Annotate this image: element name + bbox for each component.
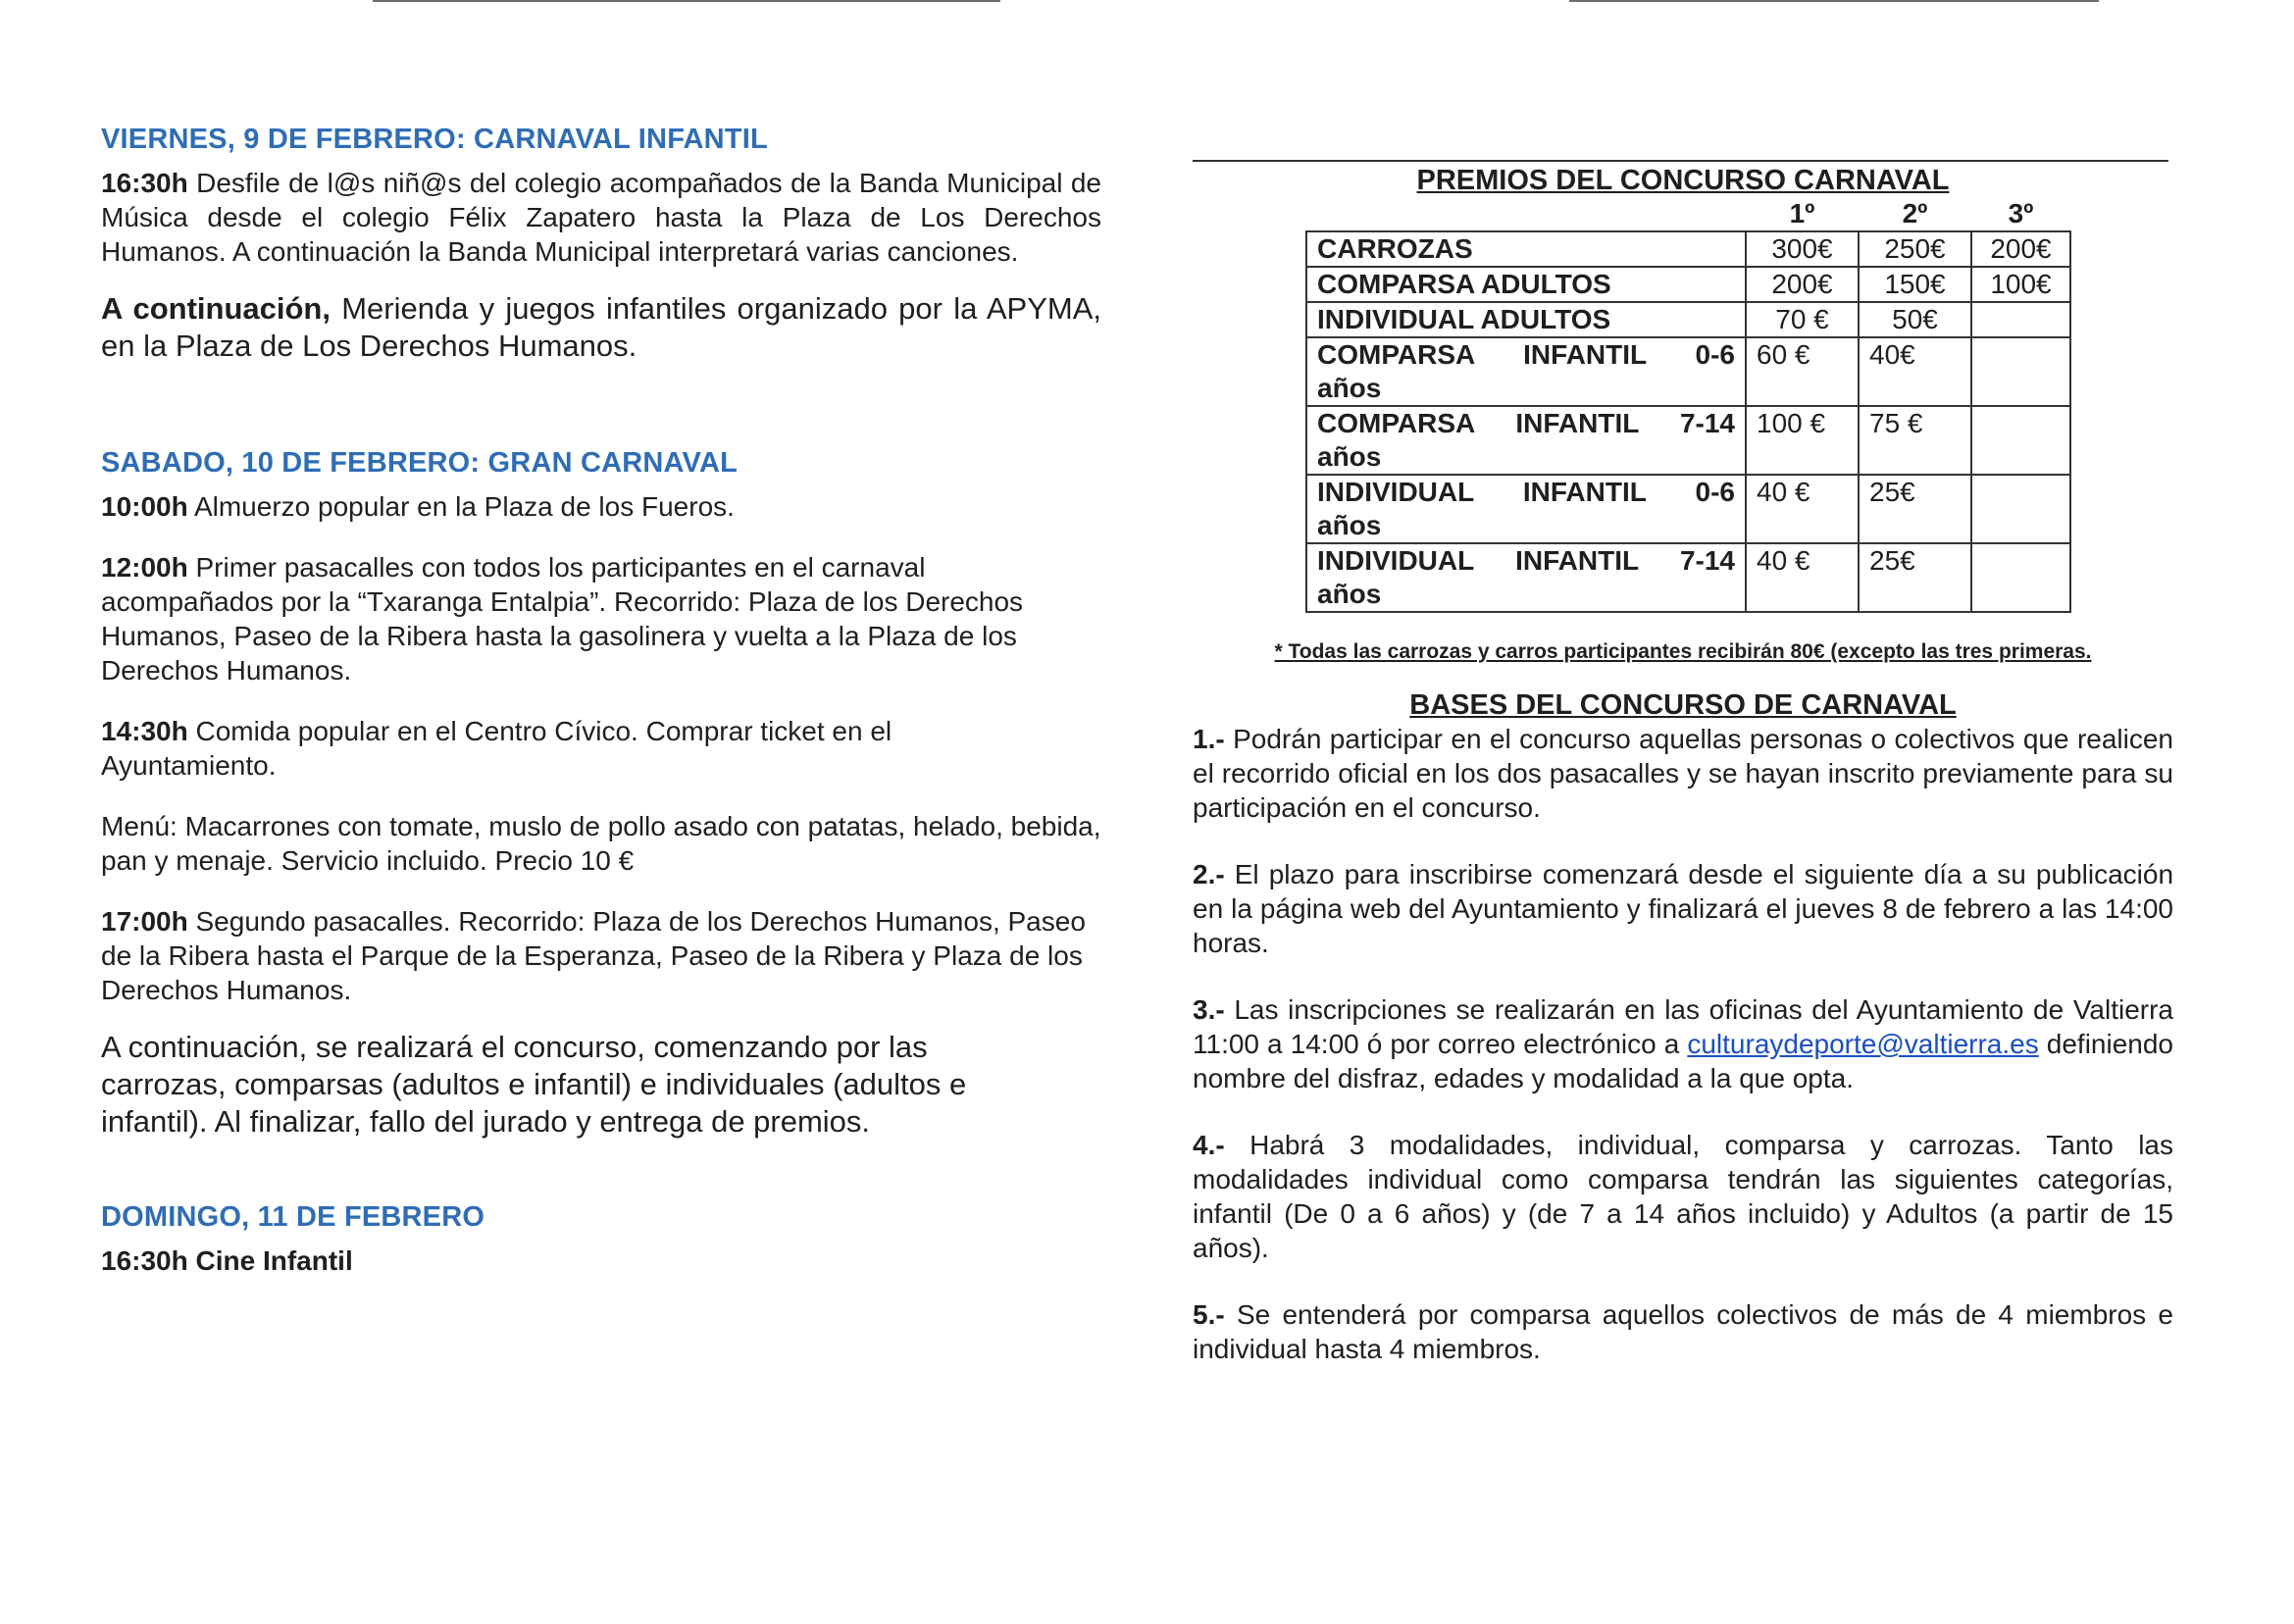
- saturday-item-1: 10:00h Almuerzo popular en la Plaza de los Fueros.: [101, 491, 735, 522]
- prizes-note: * Todas las carrozas y carros participantes recibirán 80€ (excepto las tres primeras.: [1274, 640, 2092, 663]
- contest-column: [1193, 160, 2173, 1366]
- table-row: COMPARSA INFANTIL 7-14 años 100 € 75 €: [1306, 406, 2070, 475]
- friday-heading: VIERNES, 9 DE FEBRERO: CARNAVAL INFANTIL: [101, 124, 768, 155]
- table-row: CARROZAS 300€ 250€ 200€: [1306, 231, 2070, 267]
- saturday-item-4: 17:00h Segundo pasacalles. Recorrido: Plaza de los Derechos Humanos, Paseo de la Ribera hasta el Parque de la Esperanza, Paseo de la Ribera y Plaza de los Derechos Humanos.: [101, 906, 1086, 1005]
- header-first: 1º: [1789, 198, 1815, 228]
- table-row: INDIVIDUAL INFANTIL 0-6 años 40 € 25€: [1306, 475, 2070, 543]
- prizes-header-row: [1306, 197, 2070, 231]
- sunday-heading: DOMINGO, 11 DE FEBRERO: [101, 1201, 485, 1233]
- friday-item-1: 16:30h Desfile de l@s niñ@s del colegio acompañados de la Banda Municipal de Música desde el colegio Félix Zapatero hasta la Plaza de Los Derechos Humanos. A continuación la Banda Municipal interpretará varias canciones.: [101, 168, 1101, 267]
- saturday-item-3: 14:30h Comida popular en el Centro Cívico. Comprar ticket en el Ayuntamiento.: [101, 716, 892, 781]
- base-5: 5.- Se entenderá por comparsa aquellos colectivos de más de 4 miembros e individual hasta 4 miembros.: [1193, 1299, 2173, 1364]
- sunday-item: 16:30h Cine Infantil: [101, 1245, 353, 1276]
- saturday-menu: Menú: Macarrones con tomate, muslo de pollo asado con patatas, helado, bebida, pan y menaje. Servicio incluido. Precio 10 €: [101, 811, 1101, 876]
- saturday-item-2: 12:00h Primer pasacalles con todos los participantes en el carnaval acompañados por la “Txaranga Entalpia”. Recorrido: Plaza de los Derechos Humanos, Paseo de la Ribera hasta la gasolinera y vuelta a la Plaza de los Derechos Humanos.: [101, 552, 1024, 685]
- saturday-contest: A continuación, se realizará el concurso, comenzando por las carrozas, comparsas (adultos e infantil) e individuales (adultos e infantil). Al finalizar, fallo del jurado y entrega de premios.: [101, 1030, 967, 1139]
- header-third: 3º: [2008, 198, 2034, 228]
- divider-line: [1193, 160, 2168, 162]
- scan-edge-line: [1569, 0, 2099, 2]
- bases-title: BASES DEL CONCURSO DE CARNAVAL: [1409, 689, 1957, 721]
- table-row: INDIVIDUAL INFANTIL 7-14 años 40 € 25€: [1306, 543, 2070, 612]
- prizes-title: PREMIOS DEL CONCURSO CARNAVAL: [1416, 165, 1950, 196]
- program-column: [101, 124, 1101, 1278]
- base-1: 1.- Podrán participar en el concurso aquellas personas o colectivos que realicen el recorrido oficial en los dos pasacalles y se hayan inscrito previamente para su participación en el concurso.: [1193, 724, 2174, 823]
- saturday-heading: SABADO, 10 DE FEBRERO: GRAN CARNAVAL: [101, 447, 738, 479]
- scan-edge-line: [373, 0, 1000, 2]
- table-row: COMPARSA ADULTOS 200€ 150€ 100€: [1306, 267, 2070, 302]
- header-second: 2º: [1902, 198, 1928, 228]
- prizes-table: [1305, 197, 2071, 613]
- base-2: 2.- El plazo para inscribirse comenzará desde el siguiente día a su publicación en la página web del Ayuntamiento y finalizará el jueves 8 de febrero a las 14:00 horas.: [1193, 859, 2174, 958]
- table-row: INDIVIDUAL ADULTOS 70 € 50€: [1306, 302, 2070, 337]
- base-4: 4.- Habrá 3 modalidades, individual, comparsa y carrozas. Tanto las modalidades individual como comparsa tendrán las siguientes categorías, infantil (De 0 a 6 años) y (de 7 a 14 años incluido) y Adultos (a partir de 15 años).: [1193, 1130, 2174, 1263]
- base-3: 3.- Las inscripciones se realizarán en las oficinas del Ayuntamiento de Valtierra 11:00 a 14:00 ó por correo electrónico a culturaydeporte@valtierra.es definiendo nombre del disfraz, edades y modalidad a la que opta.: [1193, 994, 2174, 1093]
- email-link[interactable]: culturaydeporte@valtierra.es: [1687, 1029, 2039, 1059]
- table-row: COMPARSA INFANTIL 0-6 años 60 € 40€: [1306, 337, 2070, 406]
- friday-item-2: A continuación, Merienda y juegos infantiles organizado por la APYMA, en la Plaza de Los Derechos Humanos.: [101, 291, 1101, 363]
